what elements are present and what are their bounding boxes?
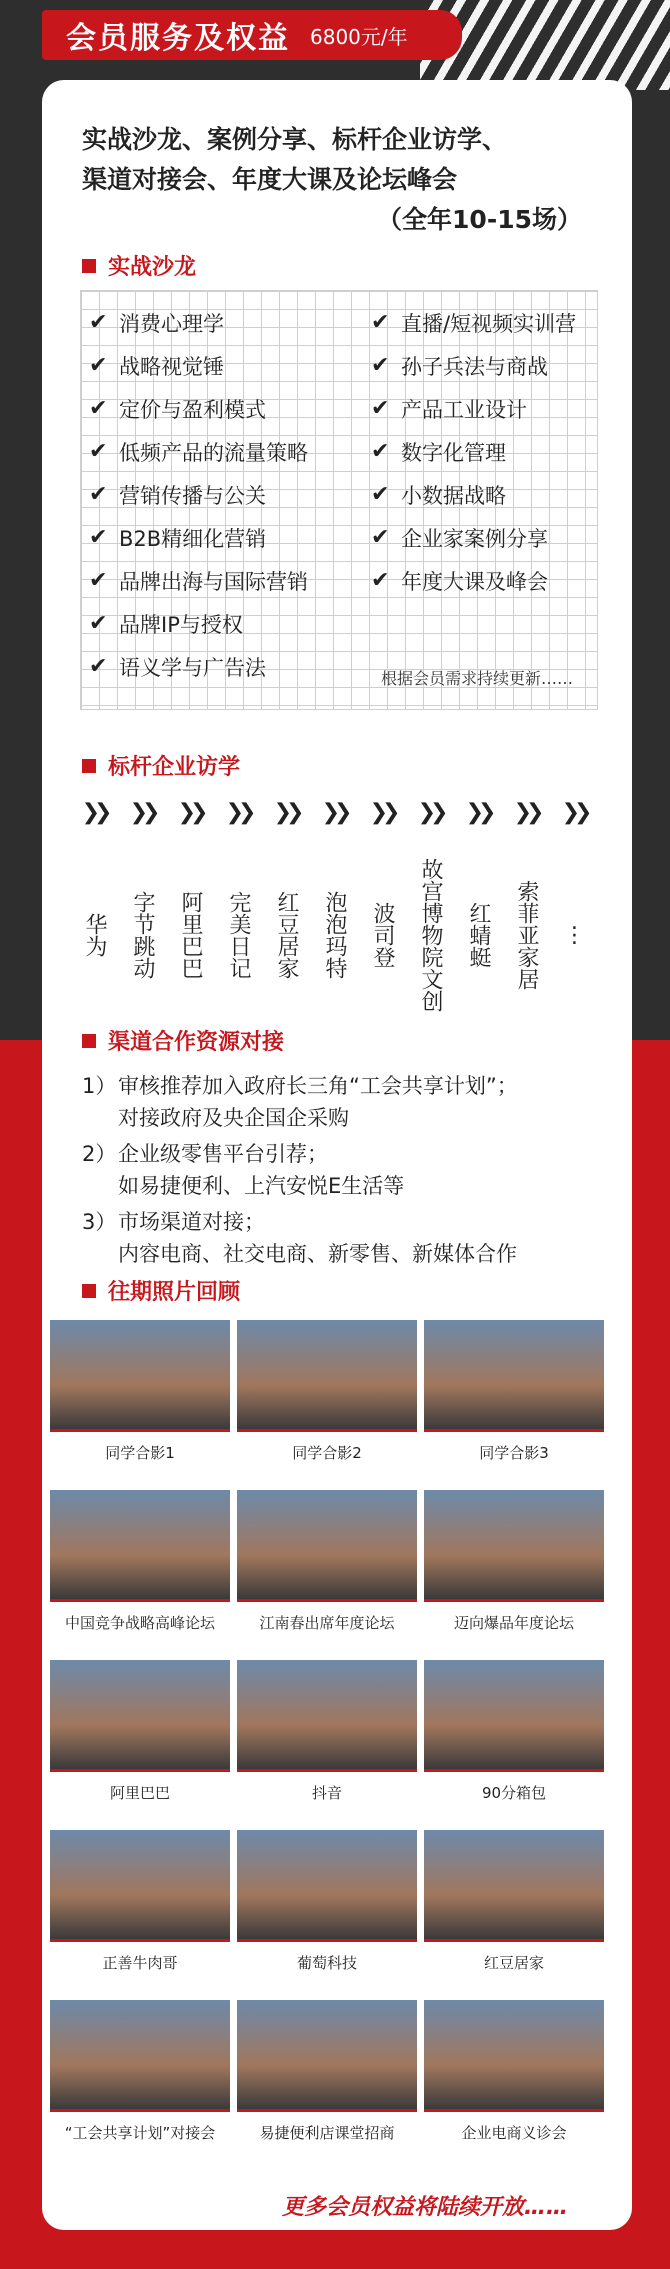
visit-item xyxy=(120,800,164,1035)
header-title: 会员服务及权益 xyxy=(66,21,290,56)
section-salon-title: 实战沙龙 xyxy=(82,250,196,281)
visit-name: 波司登 xyxy=(370,902,395,968)
photo-thumbnail xyxy=(424,2000,604,2112)
visit-name: 华为 xyxy=(82,913,107,957)
channel-number: 1） xyxy=(82,1074,117,1098)
benefits-card xyxy=(42,80,632,2230)
photo-caption: 江南春出席年度论坛 xyxy=(259,1614,395,1632)
photo-caption: 红豆居家 xyxy=(483,1954,544,1972)
visit-name: 泡泡玛特 xyxy=(322,891,347,979)
salon-grid xyxy=(80,290,598,710)
photo-caption: “工会共享计划”对接会 xyxy=(64,2124,216,2142)
channel-item xyxy=(82,1206,602,1270)
photo-image xyxy=(237,1830,417,1942)
section-visits-title: 标杆企业访学 xyxy=(82,750,240,781)
check-icon: ✔ xyxy=(89,525,108,550)
salon-note: 根据会员需求持续更新…… xyxy=(381,669,574,688)
salon-item xyxy=(89,344,308,387)
salon-item-label: 数字化管理 xyxy=(401,440,506,465)
double-chevron-icon: ❯❯ xyxy=(513,800,539,825)
check-icon: ✔ xyxy=(89,439,108,464)
salon-item xyxy=(371,344,576,387)
double-chevron-icon: ❯❯ xyxy=(129,800,155,825)
salon-item xyxy=(371,559,576,602)
visit-name: ⋮ xyxy=(562,922,587,948)
section-channels-title: 渠道合作资源对接 xyxy=(82,1025,284,1056)
photo-caption: 迈向爆品年度论坛 xyxy=(453,1614,574,1632)
salon-item-label: 消费心理学 xyxy=(119,311,224,336)
photo-image xyxy=(50,1830,230,1942)
visit-item xyxy=(312,800,356,1035)
salon-item-label: 企业家案例分享 xyxy=(401,526,548,551)
check-icon: ✔ xyxy=(371,568,390,593)
double-chevron-icon: ❯❯ xyxy=(465,800,491,825)
channel-number: 3） xyxy=(82,1210,117,1234)
salon-item-label: 战略视觉锤 xyxy=(119,354,224,379)
photo-thumbnail xyxy=(50,1660,230,1772)
salon-item-label: 低频产品的流量策略 xyxy=(119,440,308,465)
check-icon: ✔ xyxy=(89,310,108,335)
visit-item xyxy=(456,800,500,1035)
check-icon: ✔ xyxy=(371,525,390,550)
salon-item xyxy=(89,430,308,473)
salon-item-label: 小数据战略 xyxy=(401,483,506,508)
photo-thumbnail xyxy=(424,1320,604,1432)
salon-item xyxy=(89,516,308,559)
salon-item xyxy=(89,301,308,344)
photo-caption: 葡萄科技 xyxy=(296,1954,357,1972)
salon-item-label: 品牌出海与国际营销 xyxy=(119,569,308,594)
photo-image xyxy=(237,1320,417,1432)
channel-item xyxy=(82,1070,602,1134)
photo-image xyxy=(424,2000,604,2112)
photo-caption: 抖音 xyxy=(311,1784,342,1802)
photo-thumbnail xyxy=(237,2000,417,2112)
double-chevron-icon: ❯❯ xyxy=(273,800,299,825)
intro-text xyxy=(82,120,622,240)
visit-item xyxy=(504,800,548,1035)
salon-item-label: B2B精细化营销 xyxy=(119,526,267,551)
visit-name: 索菲亚家居 xyxy=(514,880,539,990)
header-price: 6800元/年 xyxy=(310,24,408,49)
salon-item xyxy=(371,430,576,473)
salon-left-column xyxy=(89,301,308,688)
visit-item xyxy=(360,800,404,1035)
photo-thumbnail xyxy=(424,1490,604,1602)
check-icon: ✔ xyxy=(89,396,108,421)
check-icon: ✔ xyxy=(371,353,390,378)
visit-item xyxy=(408,800,452,1035)
visit-item xyxy=(216,800,260,1035)
double-chevron-icon: ❯❯ xyxy=(225,800,251,825)
footer-more-text: 更多会员权益将陆续开放…… xyxy=(282,2195,569,2220)
photo-thumbnail xyxy=(237,1660,417,1772)
check-icon: ✔ xyxy=(89,353,108,378)
visit-item xyxy=(552,800,596,1035)
check-icon: ✔ xyxy=(89,482,108,507)
double-chevron-icon: ❯❯ xyxy=(81,800,107,825)
photo-image xyxy=(424,1320,604,1432)
photo-image xyxy=(237,2000,417,2112)
salon-right-column xyxy=(371,301,576,602)
check-icon: ✔ xyxy=(371,482,390,507)
salon-item-label: 年度大课及峰会 xyxy=(401,569,548,594)
check-icon: ✔ xyxy=(371,310,390,335)
photo-caption: 易捷便利店课堂招商 xyxy=(259,2124,395,2142)
photo-thumbnail xyxy=(50,2000,230,2112)
photo-image xyxy=(424,1830,604,1942)
salon-item-label: 品牌IP与授权 xyxy=(119,612,243,637)
photo-caption: 90分箱包 xyxy=(481,1784,547,1802)
channel-number: 2） xyxy=(82,1142,117,1166)
membership-header xyxy=(42,10,462,60)
photo-thumbnail xyxy=(237,1830,417,1942)
photo-caption: 中国竞争战略高峰论坛 xyxy=(64,1614,215,1632)
visit-name: 阿里巴巴 xyxy=(178,891,203,979)
salon-item-label: 孙子兵法与商战 xyxy=(401,354,548,379)
photo-image xyxy=(50,1490,230,1602)
photo-image xyxy=(50,2000,230,2112)
photo-thumbnail xyxy=(50,1320,230,1432)
visit-item xyxy=(264,800,308,1035)
check-icon: ✔ xyxy=(371,396,390,421)
salon-item xyxy=(371,301,576,344)
photo-image xyxy=(424,1490,604,1602)
photo-caption: 阿里巴巴 xyxy=(109,1784,170,1802)
salon-item xyxy=(89,559,308,602)
photo-caption: 同学合影1 xyxy=(105,1444,175,1462)
channel-line: 审核推荐加入政府长三角“工会共享计划”； xyxy=(118,1074,518,1098)
intro-line-3: （全年10-15场） xyxy=(377,205,582,234)
check-icon: ✔ xyxy=(371,439,390,464)
salon-item xyxy=(89,473,308,516)
visit-name: 完美日记 xyxy=(226,891,251,979)
photo-caption: 企业电商义诊会 xyxy=(461,2124,567,2142)
visit-name: 红蜻蜓 xyxy=(466,902,491,968)
visit-item xyxy=(168,800,212,1035)
channel-item xyxy=(82,1138,602,1202)
photo-thumbnail xyxy=(424,1660,604,1772)
visit-name: 字节跳动 xyxy=(130,891,155,979)
section-square-icon xyxy=(82,759,96,773)
check-icon: ✔ xyxy=(89,568,108,593)
section-square-icon xyxy=(82,1284,96,1298)
double-chevron-icon: ❯❯ xyxy=(177,800,203,825)
photo-image xyxy=(50,1320,230,1432)
salon-item xyxy=(89,387,308,430)
salon-item-label: 语义学与广告法 xyxy=(119,655,266,680)
photo-image xyxy=(424,1660,604,1772)
double-chevron-icon: ❯❯ xyxy=(321,800,347,825)
double-chevron-icon: ❯❯ xyxy=(561,800,587,825)
photo-caption: 同学合影2 xyxy=(292,1444,362,1462)
salon-item xyxy=(371,473,576,516)
salon-item xyxy=(89,645,308,688)
double-chevron-icon: ❯❯ xyxy=(369,800,395,825)
channel-line: 企业级零售平台引荐； xyxy=(118,1142,328,1166)
photo-thumbnail xyxy=(50,1830,230,1942)
visit-item xyxy=(72,800,116,1035)
intro-line-1: 实战沙龙、案例分享、标杆企业访学、 xyxy=(82,125,508,154)
check-icon: ✔ xyxy=(89,654,108,679)
visit-name: 红豆居家 xyxy=(274,891,299,979)
salon-item xyxy=(371,387,576,430)
photo-thumbnail xyxy=(237,1490,417,1602)
salon-item xyxy=(371,516,576,559)
channel-line: 对接政府及央企国企采购 xyxy=(118,1106,349,1130)
salon-item-label: 产品工业设计 xyxy=(401,397,527,422)
channels-list xyxy=(82,1070,602,1274)
double-chevron-icon: ❯❯ xyxy=(417,800,443,825)
salon-item-label: 营销传播与公关 xyxy=(119,483,266,508)
salon-item-label: 直播/短视频实训营 xyxy=(401,311,577,336)
channel-line: 如易捷便利、上汽安悦E生活等 xyxy=(118,1174,405,1198)
photo-image xyxy=(50,1660,230,1772)
photo-caption: 同学合影3 xyxy=(479,1444,549,1462)
section-photos-title: 往期照片回顾 xyxy=(82,1275,240,1306)
section-square-icon xyxy=(82,1034,96,1048)
photo-caption: 正善牛肉哥 xyxy=(102,1954,178,1972)
photo-image xyxy=(237,1490,417,1602)
section-square-icon xyxy=(82,259,96,273)
salon-item xyxy=(89,602,308,645)
channel-line: 内容电商、社交电商、新零售、新媒体合作 xyxy=(118,1242,517,1266)
photo-image xyxy=(237,1660,417,1772)
channel-line: 市场渠道对接； xyxy=(118,1210,265,1234)
salon-item-label: 定价与盈利模式 xyxy=(119,397,266,422)
check-icon: ✔ xyxy=(89,611,108,636)
photo-thumbnail xyxy=(424,1830,604,1942)
photo-thumbnail xyxy=(50,1490,230,1602)
intro-line-2: 渠道对接会、年度大课及论坛峰会 xyxy=(82,165,458,194)
visit-name: 故宫博物院文创 xyxy=(418,858,443,1012)
photo-thumbnail xyxy=(237,1320,417,1432)
